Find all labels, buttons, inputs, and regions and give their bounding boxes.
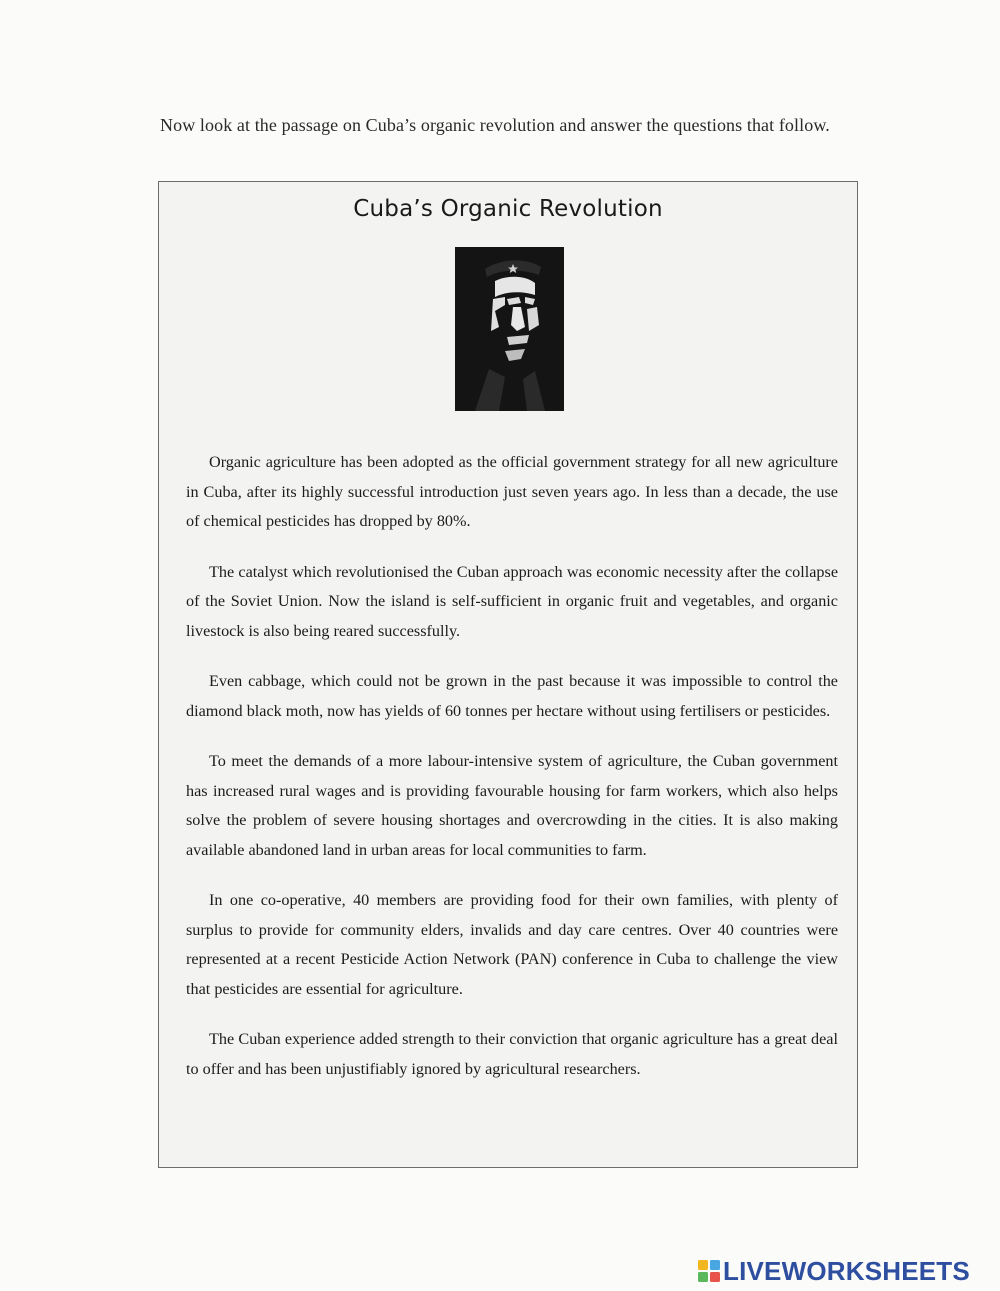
passage-paragraph: Even cabbage, which could not be grown in the past because it was impossible to control the diamond black moth, now has yields of 60 tonnes per hectare without using fertilisers or pesticides. <box>186 672 838 720</box>
liveworksheets-logo-icon <box>697 1259 721 1283</box>
passage-paragraph: The catalyst which revolutionised the Cuban approach was economic necessity after the collapse of the Soviet Union. Now the island is self-sufficient in organic fruit and vegetables, and organic livestock is also being reared successfully. <box>186 562 838 640</box>
passage-box <box>158 181 858 1168</box>
passage-paragraph: Organic agriculture has been adopted as the official government strategy for all new agriculture in Cuba, after its highly successful introduction just seven years ago. In less than a decade, the use of chemical pesticides has dropped by 80%. <box>186 453 838 530</box>
passage-title: Cuba’s Organic Revolution <box>353 196 663 222</box>
liveworksheets-brand[interactable] <box>697 1256 970 1286</box>
brand-name: LIVEWORKSHEETS <box>723 1256 970 1286</box>
instruction-text: Now look at the passage on Cuba’s organic revolution and answer the questions that follow. <box>160 115 830 135</box>
portrait-image <box>455 247 564 411</box>
passage-paragraph: In one co-operative, 40 members are providing food for their own families, with plenty of surplus to provide for community elders, invalids and day care centres. Over 40 countries were represented at a recent Pesticide Action Network (PAN) conference in Cuba to challenge the view that pesticides are essential for agriculture. <box>186 891 838 998</box>
passage-body <box>186 448 838 1105</box>
passage-paragraph: The Cuban experience added strength to their conviction that organic agriculture has a great deal to offer and has been unjustifiably ignored by agricultural researchers. <box>186 1030 838 1078</box>
passage-paragraph: To meet the demands of a more labour-intensive system of agriculture, the Cuban government has increased rural wages and is providing favourable housing for farm workers, which also helps solve the problem of severe housing shortages and overcrowding in the cities. It is also making available abandoned land in urban areas for local communities to farm. <box>186 752 838 859</box>
